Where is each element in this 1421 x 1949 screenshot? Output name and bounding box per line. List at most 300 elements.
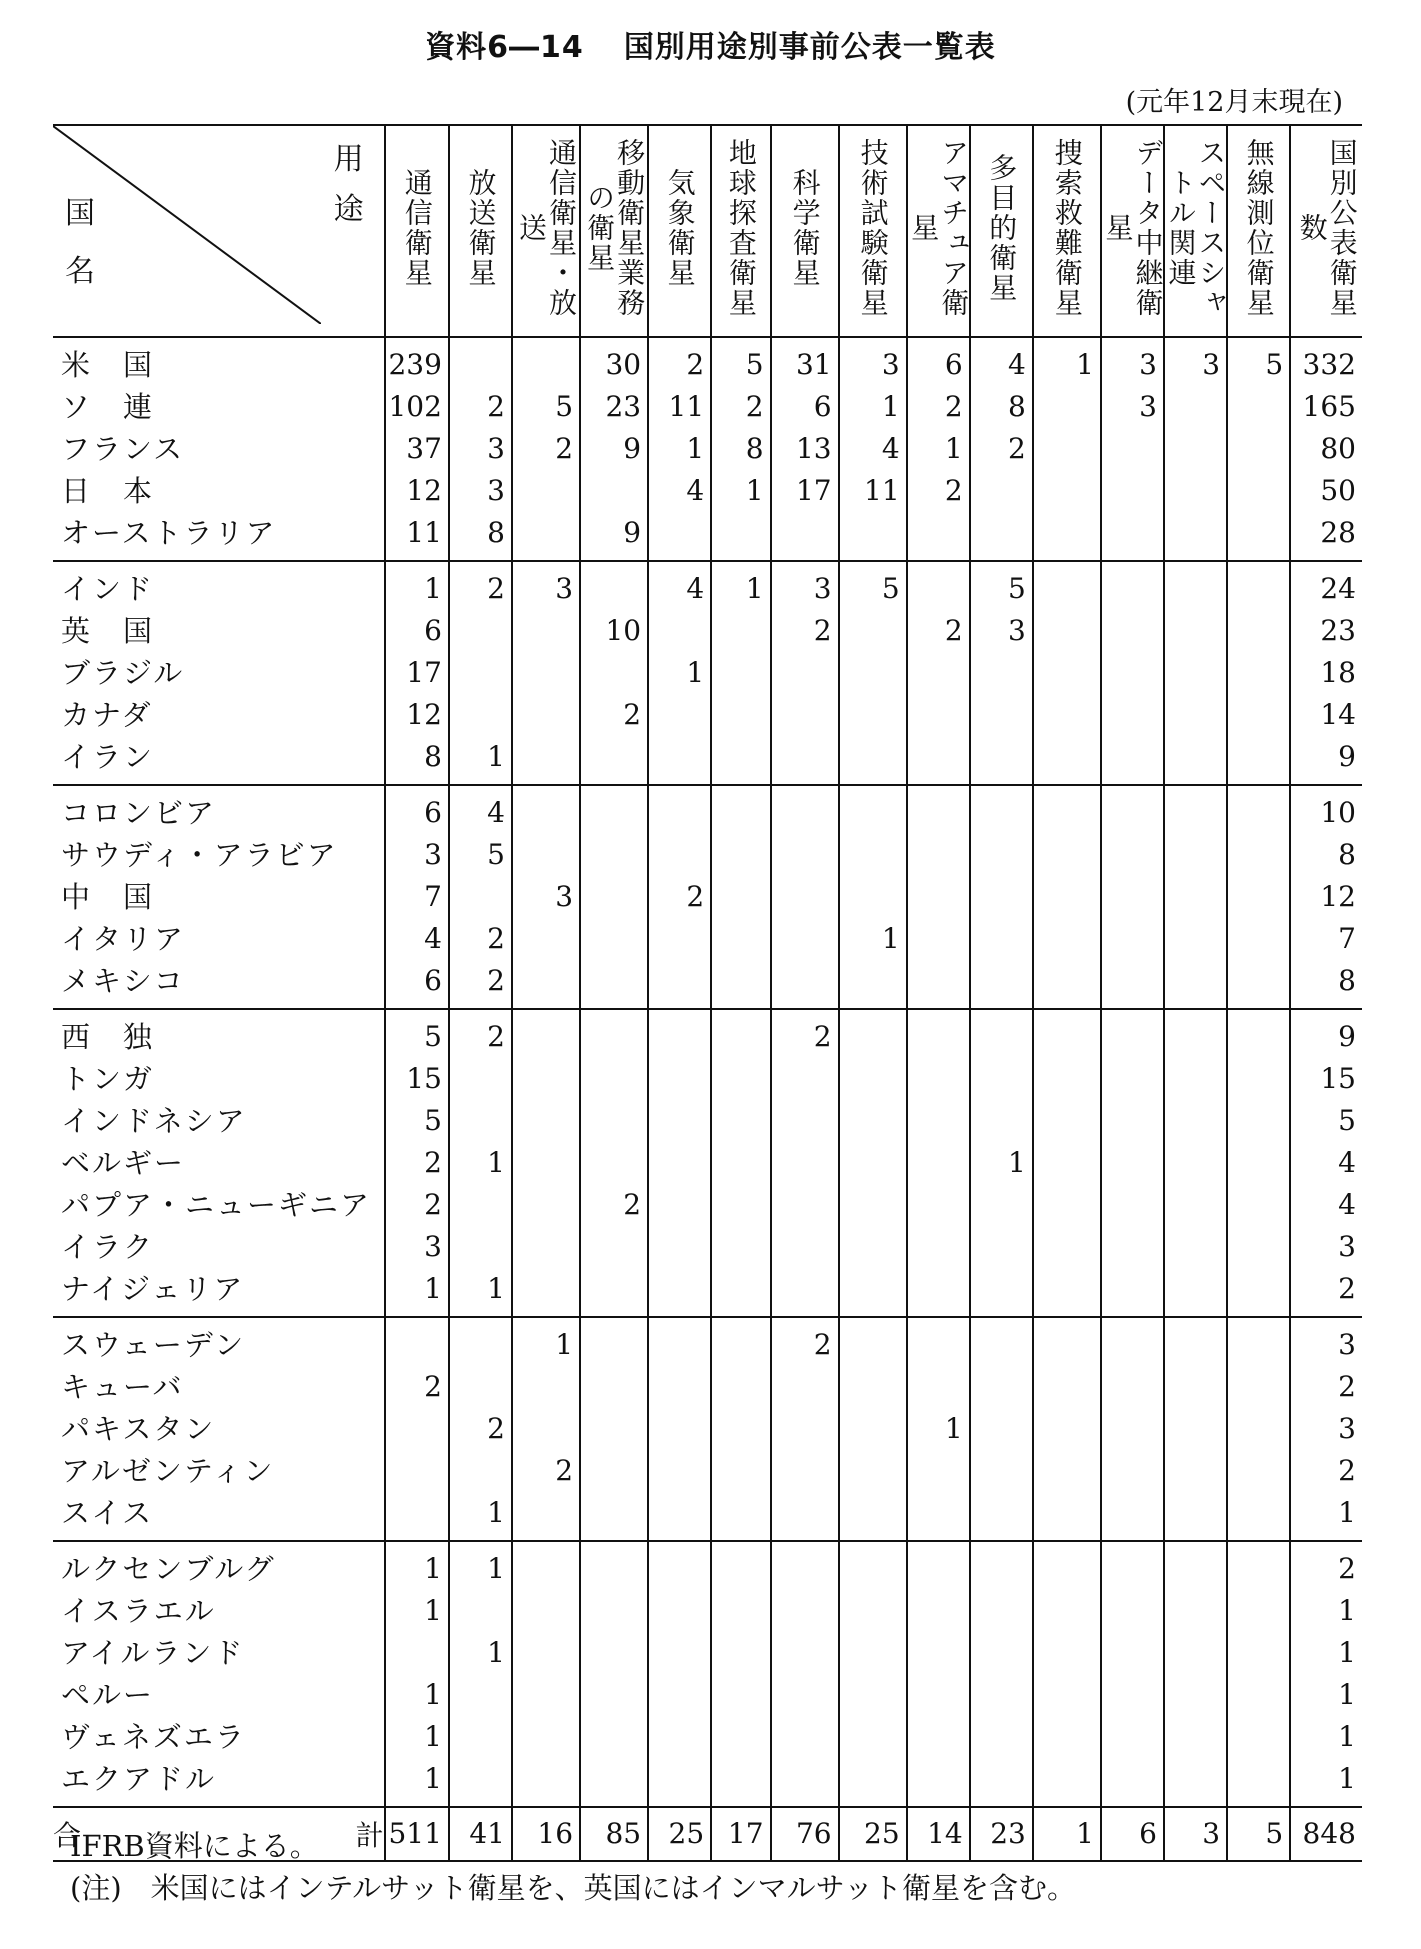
value [1165,1184,1220,1226]
value [1165,1590,1220,1632]
value-cell [385,561,449,785]
value [840,1674,900,1716]
value: 9 [1338,1020,1356,1053]
value [581,1268,641,1310]
value [1034,1016,1094,1058]
value [581,1100,641,1142]
value [908,960,963,1002]
country-name-cell [53,561,385,785]
value [971,1408,1026,1450]
value [1165,1716,1220,1758]
value [840,1590,900,1632]
value [908,1016,963,1058]
value [1034,792,1094,834]
value [1034,1324,1094,1366]
value [513,834,573,876]
value [1228,1758,1283,1800]
value [450,652,505,694]
value [840,960,900,1002]
value-cell [1227,337,1290,561]
value: 50 [1320,474,1356,507]
value [971,1100,1026,1142]
value [581,834,641,876]
value [649,1492,704,1534]
value [971,1058,1026,1100]
value-cell [449,561,512,785]
value [386,1324,442,1366]
value [649,1366,704,1408]
total-value: 17 [711,1807,770,1861]
value [908,1058,963,1100]
value [971,876,1026,918]
value [840,1226,900,1268]
value [649,1632,704,1674]
value [513,694,573,736]
value [386,1450,442,1492]
value [1102,792,1157,834]
value [513,1366,573,1408]
country-name: 日 本 [61,474,155,508]
value [649,1100,704,1142]
table-title: 国別用途別事前公表一覧表 [623,30,996,65]
header-category-1 [449,125,512,337]
value: 1 [424,1678,442,1711]
header-category-label: スペースシャトル関連 [1164,138,1228,318]
value [1102,918,1157,960]
value: 3 [1202,348,1221,381]
value [1165,470,1220,512]
value-cell [1290,785,1362,1009]
value [840,1632,900,1674]
value [649,512,704,554]
value [513,1408,573,1450]
value [1165,1016,1220,1058]
value [971,1492,1026,1534]
value: 18 [1320,656,1356,689]
value [1228,834,1283,876]
value [1102,1674,1157,1716]
value [1102,1450,1157,1492]
value [712,1548,763,1590]
value [1165,1366,1220,1408]
value-cell [512,785,580,1009]
value: 6 [424,614,442,647]
value: 4 [881,432,900,465]
value [450,1324,505,1366]
value [908,694,963,736]
value [1228,1016,1283,1058]
value [1034,1716,1094,1758]
value [581,652,641,694]
country-name-cell [53,337,385,561]
header-category-label: 技術試験衛星 [856,138,890,318]
value: 5 [1008,572,1026,605]
value [908,1632,963,1674]
value [1228,960,1283,1002]
value: 2 [1008,432,1026,465]
header-category-2 [512,125,580,337]
value [649,1716,704,1758]
value [1034,652,1094,694]
value-cell [771,1541,839,1807]
value: 17 [795,474,832,507]
value: 31 [795,348,832,381]
value [386,1408,442,1450]
country-name: イラン [61,740,155,774]
value [1102,610,1157,652]
value [1228,428,1283,470]
value [1102,1632,1157,1674]
value-cell [385,1541,449,1807]
value [1034,1268,1094,1310]
value-cell [449,1317,512,1541]
country-name-cell [53,1009,385,1317]
value [1228,1184,1283,1226]
value [1102,1100,1157,1142]
value-cell [771,1009,839,1317]
value-cell [1164,1317,1227,1541]
value: 3 [555,572,574,605]
value [1034,386,1094,428]
value: 1 [686,656,705,689]
value [1102,1142,1157,1184]
value [1034,1590,1094,1632]
value-cell [580,337,648,561]
value [581,918,641,960]
value [1165,1548,1220,1590]
value-cell [1101,561,1164,785]
total-value: 6 [1101,1807,1164,1861]
value [513,1492,573,1534]
value [712,694,763,736]
value: 2 [623,1188,642,1221]
value [513,344,573,386]
value: 6 [424,796,442,829]
value [649,1324,704,1366]
value [450,876,505,918]
value [1034,1184,1094,1226]
value: 6 [944,348,963,381]
value [971,1226,1026,1268]
value [1165,1142,1220,1184]
value [908,876,963,918]
value [772,1674,832,1716]
value-cell [907,1541,970,1807]
value [971,1450,1026,1492]
value [712,1632,763,1674]
value: 3 [1139,348,1157,381]
value [908,918,963,960]
total-value: 25 [648,1807,711,1861]
source-note: IFRB資料による。 [70,1829,319,1863]
value: 3 [487,432,505,465]
value [649,1758,704,1800]
value-cell [711,561,770,785]
value: 2 [813,1020,832,1053]
value [971,470,1026,512]
value [513,1100,573,1142]
country-group [53,1317,1362,1541]
value [513,1184,573,1226]
value: 15 [1320,1062,1356,1095]
value [712,1674,763,1716]
value [513,1716,573,1758]
value [712,1184,763,1226]
value-cell [1164,337,1227,561]
footnote: (注) 米国にはインテルサット衛星を、英国にはインマルサット衛星を含む。 [70,1871,1077,1905]
value: 3 [424,1230,442,1263]
value: 1 [424,1272,442,1305]
value [772,834,832,876]
country-name: 英 国 [61,614,155,648]
value [1034,1408,1094,1450]
value: 3 [881,348,900,381]
value: 1 [487,1552,505,1585]
value [581,1450,641,1492]
value [1034,428,1094,470]
value [1165,512,1220,554]
value [1228,792,1283,834]
value: 3 [813,572,832,605]
value [581,568,641,610]
value [1228,918,1283,960]
value [1228,1408,1283,1450]
value-cell [970,1317,1033,1541]
value: 2 [813,1328,832,1361]
value: 12 [1320,880,1356,913]
value: 5 [881,572,900,605]
total-value: 848 [1290,1807,1362,1861]
value: 30 [605,348,642,381]
value [712,512,763,554]
value [1102,1268,1157,1310]
value: 1 [424,1552,442,1585]
value [712,1100,763,1142]
value [712,1450,763,1492]
value [581,1590,641,1632]
value [772,652,832,694]
country-name: サウディ・アラビア [61,838,338,872]
value [772,1268,832,1310]
value-cell [970,1009,1033,1317]
country-name: ヴェネズエラ [61,1720,246,1754]
country-name: フランス [61,432,185,466]
value: 2 [424,1146,442,1179]
value-cell [1101,785,1164,1009]
value-cell [449,1541,512,1807]
value [971,1758,1026,1800]
value [971,652,1026,694]
value: 3 [1338,1328,1356,1361]
page-title [0,22,1421,66]
value: 10 [1320,796,1356,829]
value: 2 [424,1188,442,1221]
header-category-label: 無線測位衛星 [1242,138,1276,318]
value [772,960,832,1002]
header-category-4 [648,125,711,337]
value [908,1268,963,1310]
value [1034,568,1094,610]
value: 5 [555,390,574,423]
value [712,1408,763,1450]
value [840,834,900,876]
value [581,1016,641,1058]
value [1102,652,1157,694]
value [1102,1492,1157,1534]
value [450,1758,505,1800]
total-label: 合 計 [53,1807,385,1861]
value [649,736,704,778]
value [840,1548,900,1590]
value [513,1674,573,1716]
value [649,1590,704,1632]
value-cell [1101,1009,1164,1317]
country-group [53,785,1362,1009]
value: 2 [944,614,963,647]
value [840,876,900,918]
value [1102,1408,1157,1450]
value [971,960,1026,1002]
value [840,610,900,652]
value [1034,610,1094,652]
country-name: メキシコ [61,964,185,998]
value [1102,1226,1157,1268]
country-name: ペルー [61,1678,155,1712]
value [1228,694,1283,736]
value: 5 [745,348,764,381]
value [971,792,1026,834]
header-category-7 [839,125,907,337]
value [908,512,963,554]
value: 1 [1338,1496,1356,1529]
value: 1 [487,740,505,773]
value [1165,918,1220,960]
value [772,1548,832,1590]
header-category-label: 気象衛星 [663,168,697,288]
value-cell [1290,561,1362,785]
value [1228,470,1283,512]
country-group [53,561,1362,785]
value [840,1016,900,1058]
country-name: ソ 連 [61,390,155,424]
value [1165,1492,1220,1534]
value [581,1058,641,1100]
value [1165,694,1220,736]
value: 23 [605,390,642,423]
value [908,568,963,610]
satellite-table [53,124,1362,1862]
value [908,1226,963,1268]
value: 6 [424,964,442,997]
value-cell [1164,785,1227,1009]
value [1165,1450,1220,1492]
value: 2 [686,348,705,381]
total-value: 25 [839,1807,907,1861]
value [840,1758,900,1800]
value [908,1716,963,1758]
value [971,834,1026,876]
value [450,1674,505,1716]
value: 2 [487,1020,505,1053]
value [581,1632,641,1674]
value-cell [907,785,970,1009]
value [971,1268,1026,1310]
header-category-label: 地球探査衛星 [724,138,758,318]
value-cell [839,1317,907,1541]
value: 2 [623,698,642,731]
value [772,736,832,778]
value: 1 [745,572,764,605]
header-category-8 [907,125,970,337]
value: 9 [623,516,642,549]
value [772,512,832,554]
value [1165,652,1220,694]
total-value: 85 [580,1807,648,1861]
value [712,1058,763,1100]
value: 10 [605,614,642,647]
value-cell [648,1541,711,1807]
value: 12 [406,698,442,731]
value [1228,876,1283,918]
value [1165,1324,1220,1366]
value [908,1184,963,1226]
value: 1 [424,1594,442,1627]
value [1228,1674,1283,1716]
value: 14 [1320,698,1356,731]
value [1034,876,1094,918]
value [712,834,763,876]
value: 1 [1338,1678,1356,1711]
value [450,610,505,652]
value-cell [648,785,711,1009]
value [840,512,900,554]
value [1228,1100,1283,1142]
value [1228,1324,1283,1366]
value [1228,386,1283,428]
value [1102,568,1157,610]
value: 37 [406,432,442,465]
header-category-label: 移動衛星業務の衛星 [583,138,647,318]
value [649,1674,704,1716]
value [581,736,641,778]
header-category-6 [771,125,839,337]
value-cell [1227,785,1290,1009]
value: 9 [623,432,642,465]
value [450,694,505,736]
value [450,1716,505,1758]
value [712,1016,763,1058]
value [908,1674,963,1716]
value [712,1492,763,1534]
value-cell [1033,785,1101,1009]
value-cell [385,1009,449,1317]
value [908,736,963,778]
header-category-0 [385,125,449,337]
header-category-label: 科学衛星 [788,168,822,288]
value [1228,1632,1283,1674]
value-cell [1227,561,1290,785]
corner-header [53,125,385,337]
value-cell [449,1009,512,1317]
value [971,1716,1026,1758]
value [1228,1450,1283,1492]
value [971,1366,1026,1408]
value: 4 [1338,1146,1356,1179]
value [840,694,900,736]
table-code: 資料6―14 [425,30,584,65]
value [1102,1058,1157,1100]
value: 4 [1338,1188,1356,1221]
